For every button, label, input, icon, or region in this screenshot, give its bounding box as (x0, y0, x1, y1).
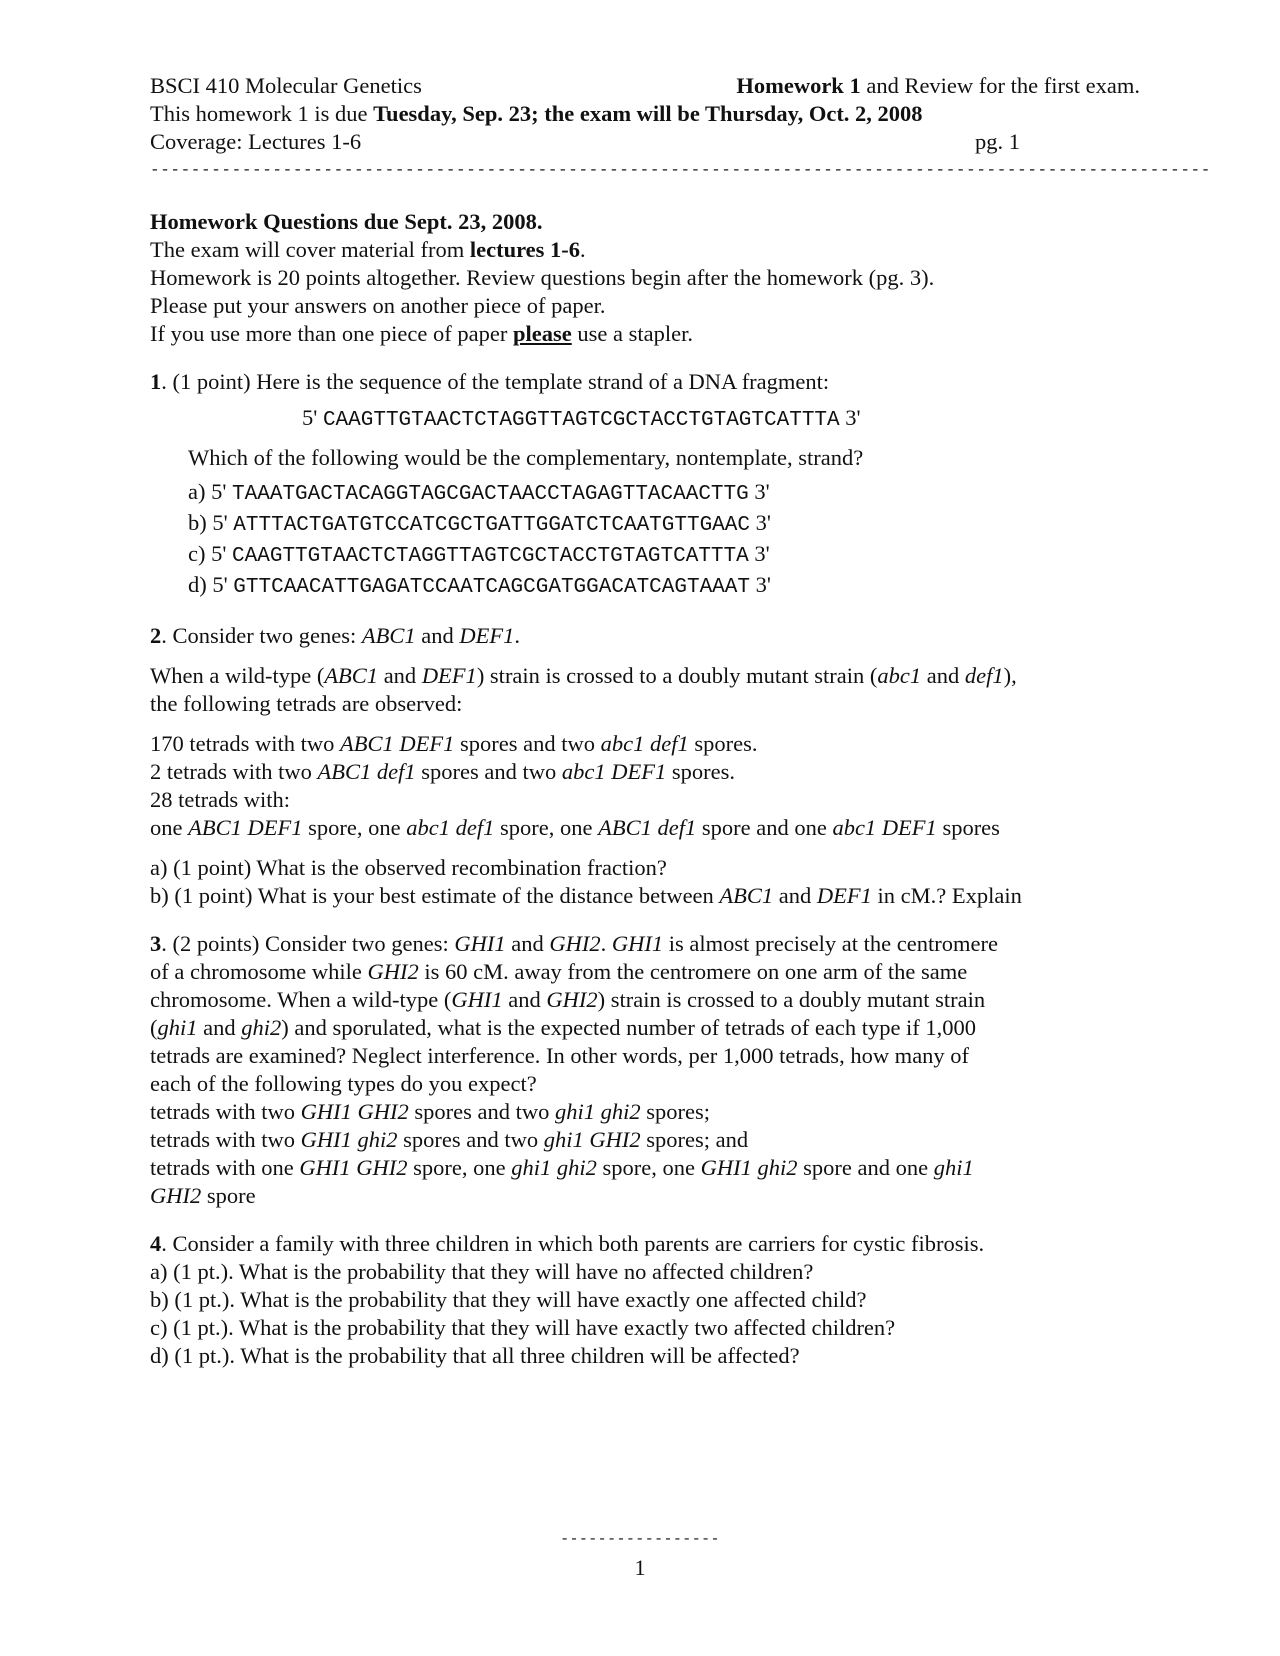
q1-option-b: b) 5' ATTTACTGATGTCCATCGCTGATTGGATCTCAATGTTGAAC 3' (188, 510, 771, 537)
intro-line-points: Homework is 20 points altogether. Review questions begin after the homework (pg. 3). (150, 265, 935, 290)
header-divider: -------------------------------------------------------------------------------------------------------- (150, 161, 1211, 179)
q2-tetrad-parental: 170 tetrads with two ABC1 DEF1 spores and two abc1 def1 spores. (150, 731, 758, 756)
q3-line-5: tetrads are examined? Neglect interference. In other words, per 1,000 tetrads, how many of (150, 1043, 970, 1068)
section-title: Homework Questions due Sept. 23, 2008. (150, 209, 543, 234)
q3-line-7: tetrads with two GHI1 GHI2 spores and two ghi1 ghi2 spores; (150, 1099, 710, 1124)
coverage-line (150, 128, 1020, 156)
q1-question: Which of the following would be the complementary, nontemplate, strand? (188, 445, 864, 470)
q2-cross-line-2: the following tetrads are observed: (150, 691, 463, 716)
q3-line-10: GHI2 spore (150, 1183, 256, 1208)
document-page (150, 72, 1211, 1370)
q4-part-a: a) (1 pt.). What is the probability that they will have no affected children? (150, 1259, 814, 1284)
q3-line-8: tetrads with two GHI1 ghi2 spores and two ghi1 GHI2 spores; and (150, 1127, 749, 1152)
intro-line-stapler: If you use more than one piece of paper please use a stapler. (150, 321, 693, 346)
q2-part-a: a) (1 point) What is the observed recombination fraction? (150, 855, 667, 880)
q4-part-c: c) (1 pt.). What is the probability that they will have exactly two affected children? (150, 1315, 896, 1340)
q1-option-a: a) 5' TAAATGACTACAGGTAGCGACTAACCTAGAGTTACAACTTG 3' (188, 479, 770, 506)
due-date-line: This homework 1 is due Tuesday, Sep. 23; the exam will be Thursday, Oct. 2, 2008 (150, 101, 923, 126)
q3-line-4: (ghi1 and ghi2) and sporulated, what is the expected number of tetrads of each type if 1,000 (150, 1015, 977, 1040)
q2-tetrad-nonparental: 2 tetrads with two ABC1 def1 spores and two abc1 DEF1 spores. (150, 759, 735, 784)
q4-part-b: b) (1 pt.). What is the probability that they will have exactly one affected child? (150, 1287, 867, 1312)
intro-line-paper: Please put your answers on another piece of paper. (150, 293, 606, 318)
intro-line-coverage: The exam will cover material from lectures 1-6. (150, 237, 586, 262)
q3-line-6: each of the following types do you expect? (150, 1071, 537, 1096)
q3-line-2: of a chromosome while GHI2 is 60 cM. away from the centromere on one arm of the same (150, 959, 968, 984)
q2-cross-line-1: When a wild-type (ABC1 and DEF1) strain is crossed to a doubly mutant strain (abc1 and def1), (150, 663, 1017, 688)
q4-part-d: d) (1 pt.). What is the probability that all three children will be affected? (150, 1343, 800, 1368)
header-line-1 (150, 72, 1140, 100)
q2-tetrad-tetratype: one ABC1 DEF1 spore, one abc1 def1 spore, one ABC1 def1 spore and one abc1 DEF1 spores (150, 815, 1000, 840)
page-number: 1 (634, 1555, 646, 1580)
homework-title: Homework 1 and Review for the first exam. (736, 73, 1140, 98)
footer-divider: ----------------- (560, 1531, 720, 1548)
course-title: BSCI 410 Molecular Genetics (150, 73, 422, 98)
q2-part-b: b) (1 point) What is your best estimate of the distance between ABC1 and DEF1 in cM.? Explain (150, 883, 1022, 908)
q4-stem: 4. Consider a family with three children in which both parents are carriers for cystic fibrosis. (150, 1231, 985, 1256)
page-label: pg. 1 (975, 129, 1020, 154)
q1-options (150, 478, 1140, 602)
coverage: Coverage: Lectures 1-6 (150, 129, 362, 154)
q2-tetrad-tetratype-count: 28 tetrads with: (150, 787, 290, 812)
q3-line-9: tetrads with one GHI1 GHI2 spore, one ghi1 ghi2 spore, one GHI1 ghi2 spore and one ghi1 (150, 1155, 974, 1180)
q2-stem: 2. Consider two genes: ABC1 and DEF1. (150, 623, 520, 648)
q1-template-sequence: 5' CAAGTTGTAACTCTAGGTTAGTCGCTACCTGTAGTCATTTA 3' (302, 405, 861, 432)
q1-stem: 1. (1 point) Here is the sequence of the template strand of a DNA fragment: (150, 369, 830, 394)
q3-line-1: 3. (2 points) Consider two genes: GHI1 and GHI2. GHI1 is almost precisely at the centromere (150, 931, 998, 956)
q1-option-c: c) 5' CAAGTTGTAACTCTAGGTTAGTCGCTACCTGTAGTCATTTA 3' (188, 541, 770, 568)
q3-line-3: chromosome. When a wild-type (GHI1 and GHI2) strain is crossed to a doubly mutant strain (150, 987, 986, 1012)
page-footer (0, 1526, 1280, 1582)
q3-block (150, 930, 1140, 1210)
q1-option-d: d) 5' GTTCAACATTGAGATCCAATCAGCGATGGACATCAGTAAAT 3' (188, 572, 771, 599)
